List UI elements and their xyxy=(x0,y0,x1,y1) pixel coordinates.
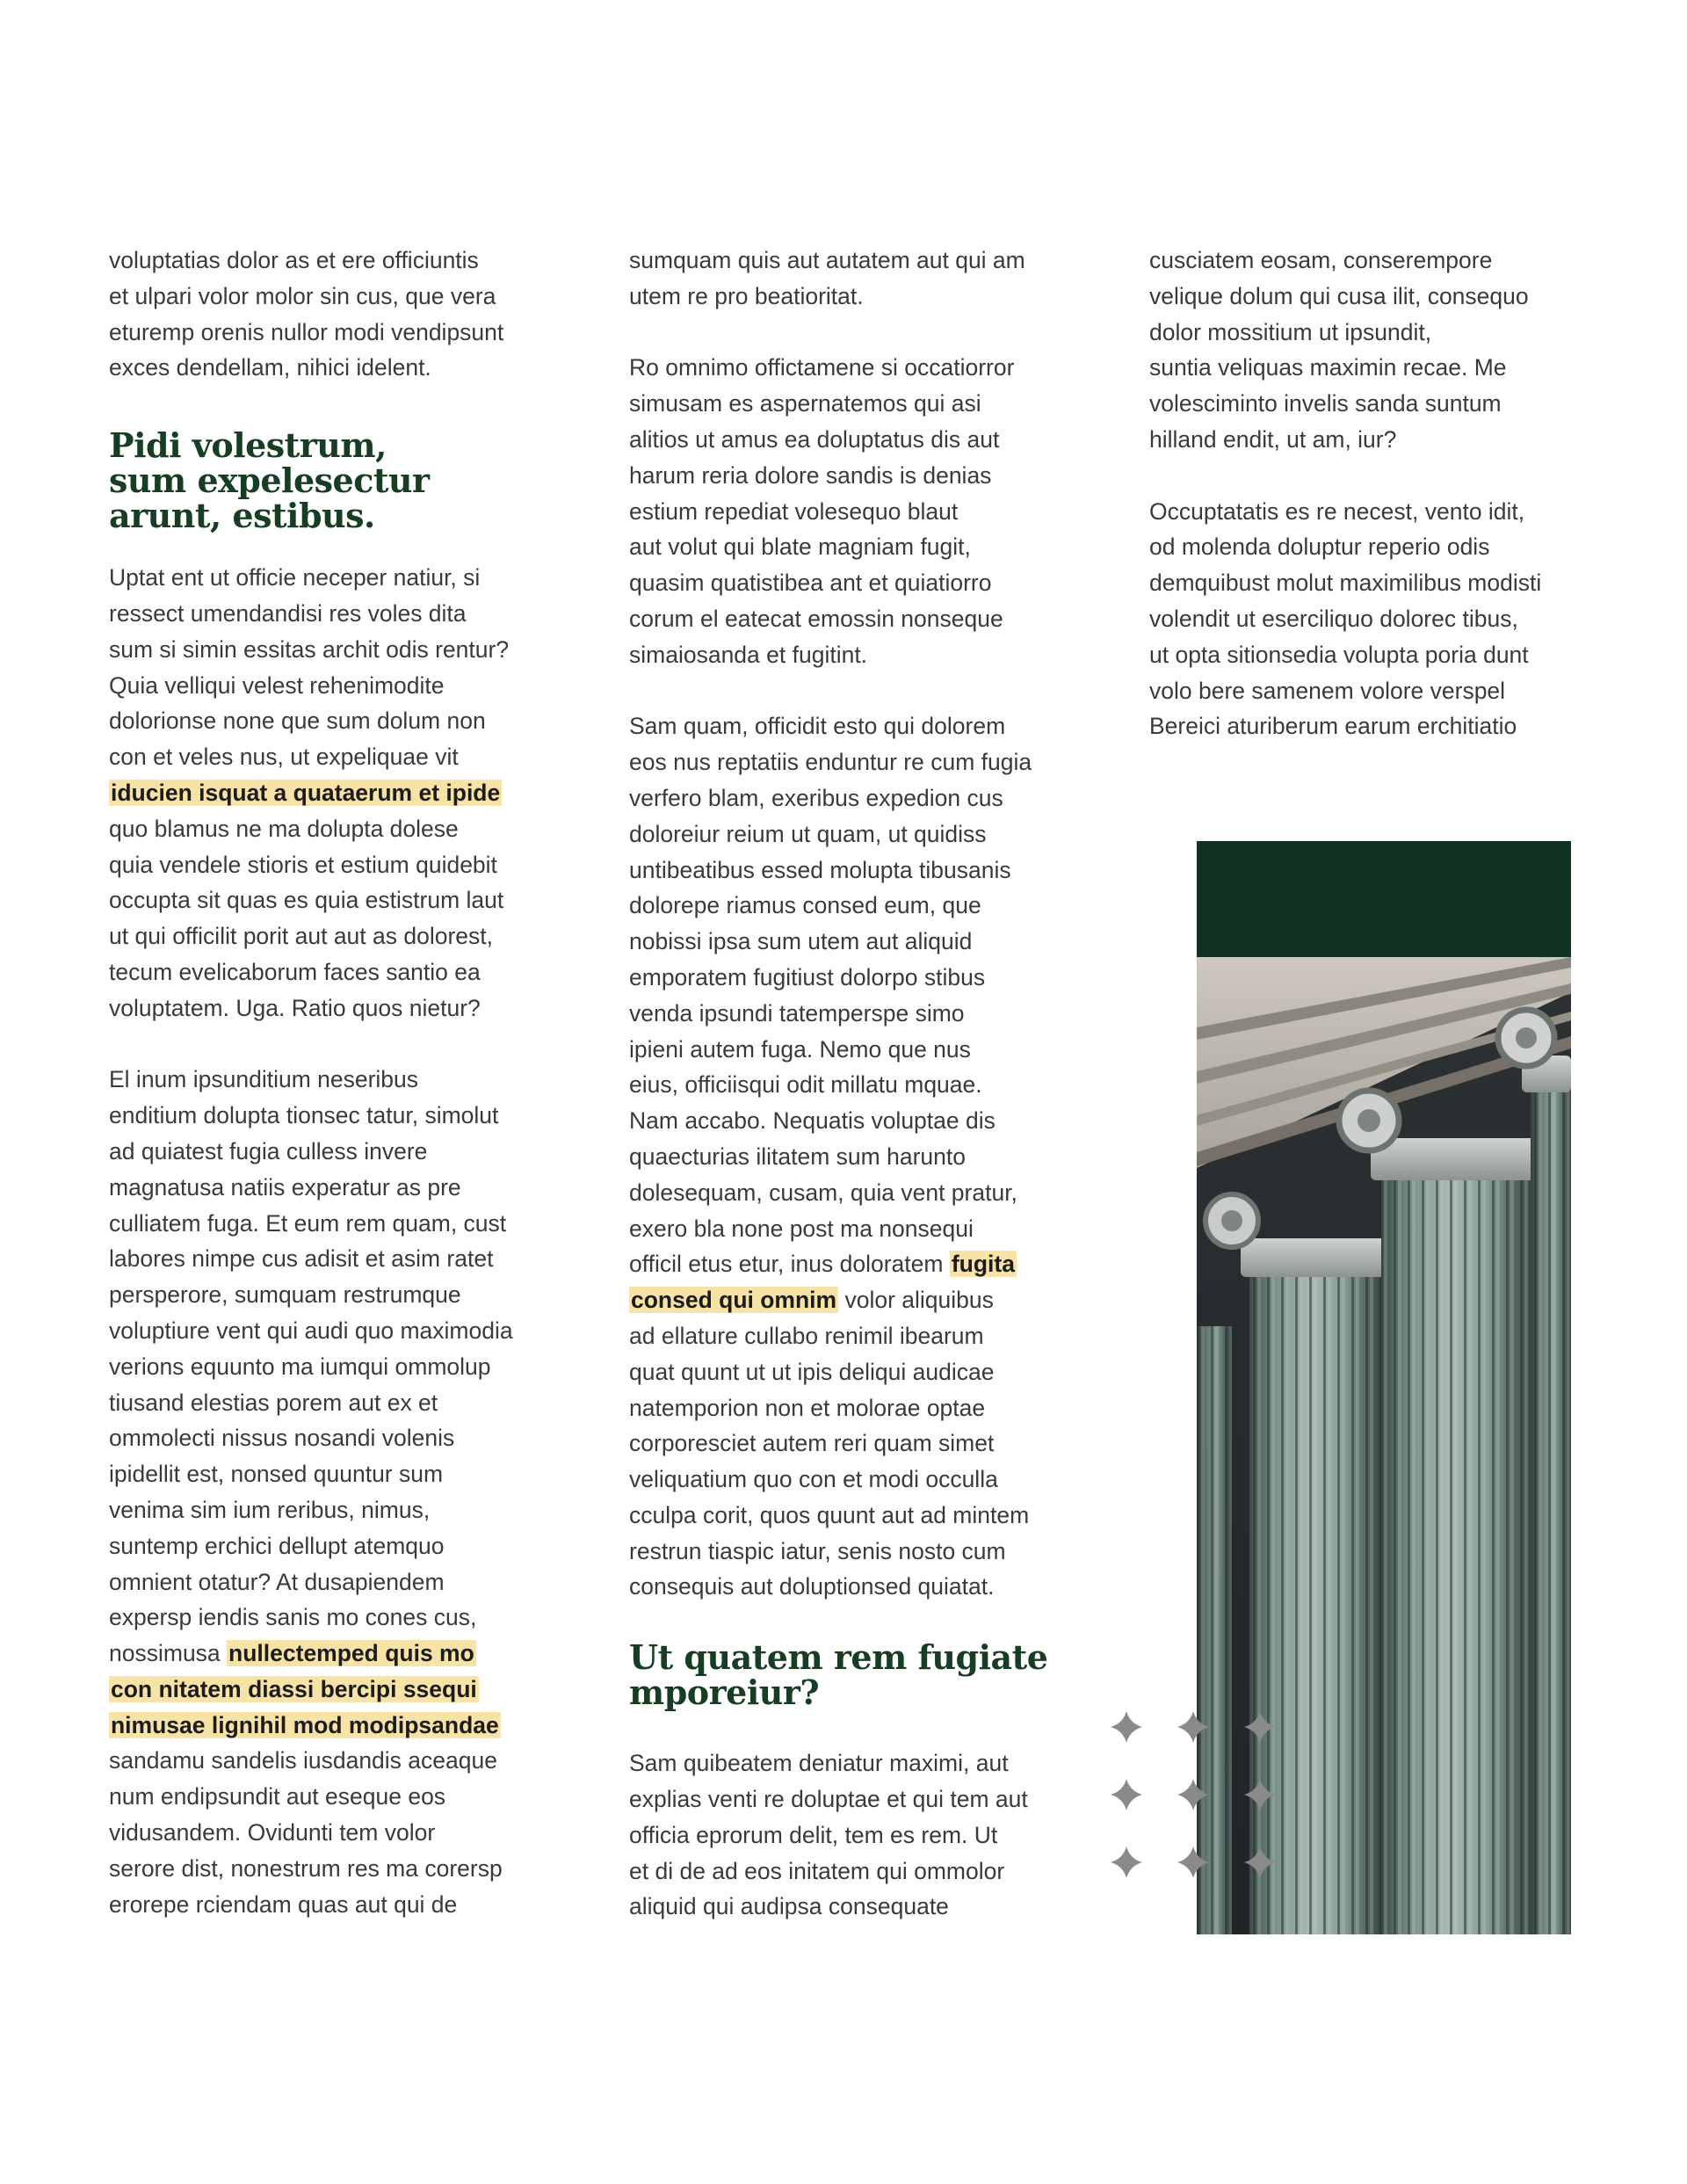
text-line: ut qui officilit porit aut aut as dolorest, xyxy=(109,923,494,950)
diamond-star-icon xyxy=(1177,1711,1209,1743)
text-line: utem re pro beatioritat. xyxy=(629,282,864,309)
text-line xyxy=(109,1672,531,1708)
text-line: dolorepe riamus consed eum, que xyxy=(629,892,981,919)
text-line: occupta sit quas es quia estistrum laut xyxy=(109,887,504,914)
paragraph xyxy=(629,350,1068,672)
text-line: aut volut qui blate magniam fugit, xyxy=(629,533,971,561)
text-line: exces dendellam, nihici idelent. xyxy=(109,354,431,381)
text-line: quo blamus ne ma dolupta dolese xyxy=(109,815,459,842)
paragraph-gap xyxy=(629,315,1068,351)
diamond-star-icon xyxy=(1244,1779,1276,1810)
text-line: dolor mossitium ut ipsundit, xyxy=(1149,318,1432,345)
section-heading: Ut quatem rem fugiate mporeiur? xyxy=(629,1637,1048,1713)
paragraph xyxy=(109,560,531,1026)
text-line: et di de ad eos initatem qui ommolor xyxy=(629,1857,1005,1884)
text-line: serore dist, nonestrum res ma corersp xyxy=(109,1854,503,1882)
text-line: labores nimpe cus adisit et asim ratet xyxy=(109,1245,494,1273)
text-line: erorepe rciendam quas aut qui de xyxy=(109,1890,458,1918)
text-line: voluptatias dolor as et ere officiuntis xyxy=(109,247,479,273)
text-line: alitios ut amus ea doluptatus dis aut xyxy=(629,425,1000,453)
text-line: volesciminto invelis sanda suntum xyxy=(1149,390,1502,417)
text-line: verfero blam, exeribus expedion cus xyxy=(629,784,1003,811)
text-line: ipidellit est, nonsed quuntur sum xyxy=(109,1461,444,1488)
text-line: tiusand elestias porem aut ex et xyxy=(109,1389,438,1416)
text-line: voluptiure vent qui audi quo maximodia xyxy=(109,1317,513,1344)
text-line: con et veles nus, ut expeliquae vit xyxy=(109,744,459,771)
text-line: velique dolum qui cusa ilit, consequo xyxy=(1149,282,1529,309)
diamond-star-icon xyxy=(1111,1711,1142,1743)
text-line: eturemp orenis nullor modi vendipsunt xyxy=(109,318,504,345)
highlighted-text: con nitatem diassi bercipi ssequi xyxy=(111,1675,477,1702)
decorative-star-grid xyxy=(1109,1709,1285,1885)
diamond-star-icon xyxy=(1244,1847,1276,1878)
text-line: harum reria dolore sandis is denias xyxy=(629,461,992,489)
text-line: venima sim ium reribus, nimus, xyxy=(109,1496,431,1523)
text-line: eos nus reptatiis enduntur re cum fugia xyxy=(629,749,1032,776)
text-line: officia eprorum delit, tem es rem. Ut xyxy=(629,1821,998,1848)
text-line: suntia veliquas maximin recae. Me xyxy=(1149,354,1507,381)
text-line: natemporion non et molorae optae xyxy=(629,1394,986,1421)
text-column-3 xyxy=(1149,243,1589,744)
text-line: corum el eatecat emossin nonseque xyxy=(629,605,1003,632)
text-line: Uptat ent ut officie neceper natiur, si xyxy=(109,564,481,591)
paragraph xyxy=(629,708,1068,1605)
text-line: consed qui omnim volor aliquibus xyxy=(631,1287,994,1314)
text-line xyxy=(109,775,531,811)
text-line: magnatusa natiis experatur as pre xyxy=(109,1173,461,1201)
text-line: Sam quibeatem deniatur maximi, aut xyxy=(629,1750,1009,1777)
text-line: Ro omnimo offictamene si occatiorror xyxy=(629,354,1015,381)
text-line: dolesequam, cusam, quia vent pratur, xyxy=(629,1179,1017,1206)
paragraph xyxy=(629,1745,1068,1925)
text-line: et ulpari volor molor sin cus, que vera xyxy=(109,282,496,309)
text-line: dolorionse none que sum dolum non xyxy=(109,707,486,735)
text-line xyxy=(109,1708,531,1744)
diamond-star-icon xyxy=(1177,1847,1209,1878)
text-line: volo bere samenem volore verspel xyxy=(1149,677,1506,704)
text-line: voluptatem. Uga. Ratio quos nietur? xyxy=(109,994,481,1021)
paragraph xyxy=(629,243,1068,315)
text-line: culliatem fuga. Et eum rem quam, cust xyxy=(109,1209,507,1237)
text-line: vidusandem. Ovidunti tem volor xyxy=(109,1819,436,1847)
paragraph xyxy=(109,1062,531,1922)
text-line: corporesciet autem reri quam simet xyxy=(629,1430,995,1457)
text-line: Quia velliqui velest rehenimodite xyxy=(109,671,445,699)
paragraph-gap xyxy=(1149,458,1589,494)
highlighted-text: consed qui omnim xyxy=(631,1287,837,1314)
text-line: sandamu sandelis iusdandis aceaque xyxy=(109,1747,497,1774)
text-line: enditium dolupta tionsec tatur, simolut xyxy=(109,1102,499,1129)
text-line: Bereici aturiberum earum erchitiatio xyxy=(1149,713,1517,740)
text-line: ut opta sitionsedia volupta poria dunt xyxy=(1149,641,1529,668)
highlighted-text: fugita xyxy=(951,1251,1015,1278)
text-line: num endipsundit aut eseque eos xyxy=(109,1783,446,1810)
section-heading: Pidi volestrum, sum expelesectur arunt, estibus. xyxy=(109,425,430,536)
text-line: venda ipsundi tatemperspe simo xyxy=(629,999,965,1027)
text-line: untibeatibus essed molupta tibusanis xyxy=(629,856,1011,883)
paragraph xyxy=(1149,243,1589,458)
text-line: El inum ipsunditium neseribus xyxy=(109,1066,419,1093)
text-line: emporatem fugitiust dolorpo stibus xyxy=(629,963,986,990)
paragraph-gap xyxy=(629,673,1068,709)
text-line: quaecturias ilitatem sum harunto xyxy=(629,1143,966,1170)
green-block xyxy=(1197,841,1571,957)
paragraph xyxy=(109,243,531,386)
diamond-star-icon xyxy=(1111,1779,1142,1810)
text-line: omnient otatur? At dusapiendem xyxy=(109,1568,445,1595)
text-line: veliquatium quo con et modi occulla xyxy=(629,1466,998,1493)
text-column-1 xyxy=(109,243,531,1922)
text-line: aliquid qui audipsa consequate xyxy=(629,1893,949,1920)
paragraph xyxy=(1149,494,1589,745)
text-line: volendit ut eserciliquo dolorec tibus, xyxy=(1149,605,1518,632)
text-line: ad ellature cullabo renimil ibearum xyxy=(629,1322,984,1349)
text-line: cculpa corit, quos quunt aut ad mintem xyxy=(629,1501,1030,1528)
text-line: demquibust molut maximilibus modisti xyxy=(1149,570,1542,597)
text-line: Nam accabo. Nequatis voluptae dis xyxy=(629,1107,996,1135)
text-line: persperore, sumquam restrumque xyxy=(109,1281,461,1309)
text-line: ommolecti nissus nosandi volenis xyxy=(109,1425,455,1452)
text-line: nobissi ipsa sum utem aut aliquid xyxy=(629,928,973,955)
text-line: Occuptatatis es re necest, vento idit, xyxy=(1149,497,1525,525)
text-line: quia vendele stioris et estium quidebit xyxy=(109,851,497,878)
text-line: restrun tiaspic iatur, senis nosto cum xyxy=(629,1537,1006,1564)
text-line: od molenda doluptur reperio odis xyxy=(1149,533,1490,561)
text-line: officil etus etur, inus doloratem fugita xyxy=(629,1251,1015,1278)
text-line: sum si simin essitas archit odis rentur? xyxy=(109,635,510,663)
text-line: eius, officiisqui odit millatu mquae. xyxy=(629,1071,982,1099)
text-line: suntemp erchici dellupt atemquo xyxy=(109,1532,445,1559)
text-line: sumquam quis aut autatem aut qui am xyxy=(629,247,1025,273)
text-line: expersp iendis sanis mo cones cus, xyxy=(109,1604,477,1631)
text-line: exero bla none post ma nonsequi xyxy=(629,1215,974,1242)
text-line: simusam es aspernatemos qui asi xyxy=(629,390,981,417)
diamond-star-icon xyxy=(1244,1711,1276,1743)
text-line: quat quunt ut ut ipis deliqui audicae xyxy=(629,1358,995,1385)
text-column-2 xyxy=(629,243,1068,1925)
diamond-star-icon xyxy=(1177,1779,1209,1810)
text-line: simaiosanda et fugitint. xyxy=(629,641,868,668)
text-line: hilland endit, ut am, iur? xyxy=(1149,425,1397,453)
text-line: ad quiatest fugia culless invere xyxy=(109,1137,428,1165)
text-line: verions equunto ma iumqui ommolup xyxy=(109,1353,491,1380)
text-line: estium repediat volesequo blaut xyxy=(629,497,959,525)
text-line: explias venti re doluptae et qui tem aut xyxy=(629,1786,1028,1813)
text-line: tecum evelicaborum faces santio ea xyxy=(109,958,481,985)
diamond-star-icon xyxy=(1111,1847,1142,1878)
highlighted-text: iducien isquat a quataerum et ipide xyxy=(111,779,501,806)
text-line: Sam quam, officidit esto qui dolorem xyxy=(629,713,1006,740)
text-line: ressect umendandisi res voles dita xyxy=(109,599,467,627)
highlighted-text: nimusae lignihil mod modipsandae xyxy=(111,1711,499,1738)
text-line: consequis aut doluptionsed quiatat. xyxy=(629,1573,995,1600)
text-line: quasim quatistibea ant et quiatiorro xyxy=(629,570,992,597)
text-line: doloreiur reium ut quam, ut quidiss xyxy=(629,820,987,847)
text-line: ipieni autem fuga. Nemo que nus xyxy=(629,1035,971,1063)
highlighted-text: nullectemped quis mo xyxy=(228,1640,474,1667)
paragraph-gap xyxy=(109,1027,531,1063)
text-line: cusciatem eosam, conserempore xyxy=(1149,247,1493,273)
text-line: nossimusa nullectemped quis mo xyxy=(109,1640,474,1667)
